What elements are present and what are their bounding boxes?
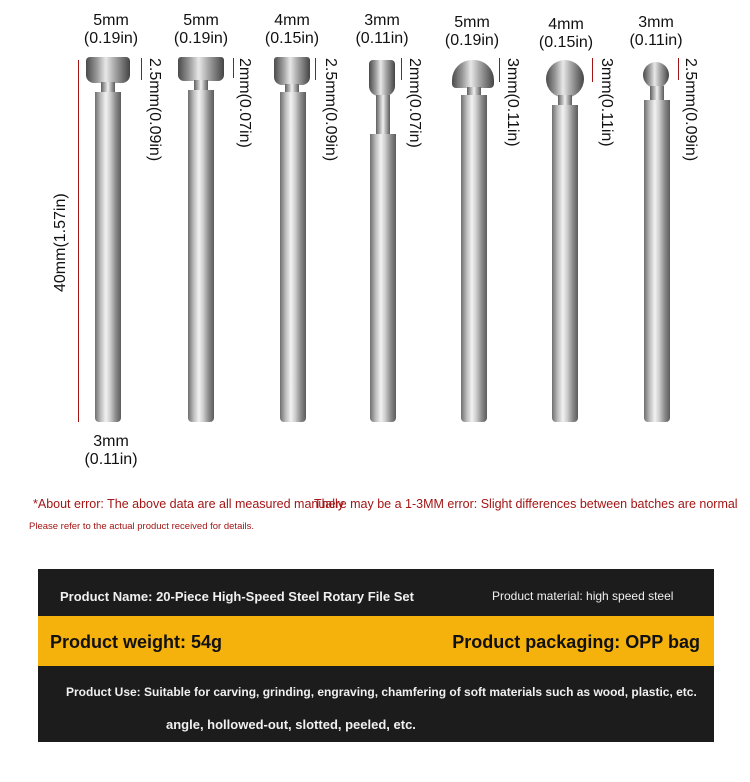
bit-4-top-in: (0.11in) xyxy=(355,30,409,47)
bit-4-side-line xyxy=(401,58,402,80)
bit-5-side-line xyxy=(499,58,500,82)
bit-4-top-mm: 3mm xyxy=(364,12,400,29)
bit-6-shank xyxy=(552,105,578,422)
bit-3-shank xyxy=(280,92,306,422)
product-weight: Product weight: 54g xyxy=(50,632,223,652)
bit-2-shank xyxy=(188,90,214,422)
bit-6-cutting-head xyxy=(546,60,584,98)
bit-5-top-in: (0.19in) xyxy=(444,32,500,49)
bit-2-top-dimension xyxy=(170,12,232,48)
bit-3-side-dimension: 2.5mm(0.09in) xyxy=(322,58,339,162)
weight-packaging-panel xyxy=(38,616,714,666)
bit-7-cutting-head xyxy=(643,62,669,88)
bit-4-cutting-head xyxy=(369,60,395,96)
error-note-part1: *About error: The above data are all measured manually xyxy=(33,497,345,511)
bit-7-top-in: (0.11in) xyxy=(629,32,683,49)
bit-4-shank xyxy=(370,134,396,422)
bit-5-top-mm: 5mm xyxy=(454,14,490,31)
bit-1-shank xyxy=(95,92,121,422)
bit-1-side-dimension: 2.5mm(0.09in) xyxy=(146,58,163,162)
shank-in: (0.11in) xyxy=(84,451,138,468)
bit-2-top-mm: 5mm xyxy=(183,12,219,29)
bit-1-cutting-head xyxy=(86,57,130,83)
length-measure-line xyxy=(78,60,79,422)
product-use-panel xyxy=(38,666,714,742)
product-use-line2: angle, hollowed-out, slotted, peeled, etc. xyxy=(166,717,416,732)
bit-2-side-dimension: 2mm(0.07in) xyxy=(236,58,253,148)
bit-7-top-dimension xyxy=(625,14,687,50)
bit-3-top-in: (0.15in) xyxy=(264,30,320,47)
product-material: Product material: high speed steel xyxy=(492,589,674,603)
bit-4-side-dimension: 2mm(0.07in) xyxy=(406,58,423,148)
bit-3-top-mm: 4mm xyxy=(274,12,310,29)
product-name: Product Name: 20-Piece High-Speed Steel Rotary File Set xyxy=(60,589,414,604)
bit-6-top-mm: 4mm xyxy=(548,16,584,33)
bit-5-top-dimension xyxy=(441,14,503,50)
length-dimension: 40mm(1.57in) xyxy=(52,193,69,292)
bit-5-shank xyxy=(461,95,487,422)
bit-5-side-dimension: 3mm(0.11in) xyxy=(504,58,521,147)
bit-7-shank xyxy=(644,100,670,422)
bit-6-side-dimension: 3mm(0.11in) xyxy=(598,58,615,147)
error-note-part2: There may be a 1-3MM error: Slight differences between batches are normal xyxy=(314,497,738,511)
product-packaging: Product packaging: OPP bag xyxy=(452,632,700,652)
bit-7-top-mm: 3mm xyxy=(638,14,674,31)
bit-2-cutting-head xyxy=(178,57,224,81)
bit-3-cutting-head xyxy=(274,57,310,85)
bit-1-side-line xyxy=(141,58,142,80)
bit-6-side-line xyxy=(592,58,593,82)
bit-4-top-dimension xyxy=(351,12,413,48)
bit-1-top-dimension xyxy=(80,12,142,48)
bit-5-cutting-head xyxy=(452,60,494,88)
bit-4-neck xyxy=(376,95,390,135)
product-use-line1: Product Use: Suitable for carving, grinding, engraving, chamfering of soft materials such as wood, plastic, etc. xyxy=(66,685,697,699)
bit-7-side-line xyxy=(678,58,679,80)
bit-3-side-line xyxy=(315,58,316,80)
shank-mm: 3mm xyxy=(93,433,129,450)
bit-3-top-dimension xyxy=(261,12,323,48)
bit-1-top-mm: 5mm xyxy=(93,12,129,29)
shank-dimension xyxy=(80,433,142,469)
bit-6-top-dimension xyxy=(535,16,597,52)
bit-2-top-in: (0.19in) xyxy=(173,30,229,47)
bit-2-side-line xyxy=(233,58,234,78)
bit-7-side-dimension: 2.5mm(0.09in) xyxy=(682,58,699,162)
bit-1-top-in: (0.19in) xyxy=(83,30,139,47)
bit-6-top-in: (0.15in) xyxy=(538,34,594,51)
product-name-panel xyxy=(38,569,714,616)
error-note-details: Please refer to the actual product received for details. xyxy=(29,521,254,532)
